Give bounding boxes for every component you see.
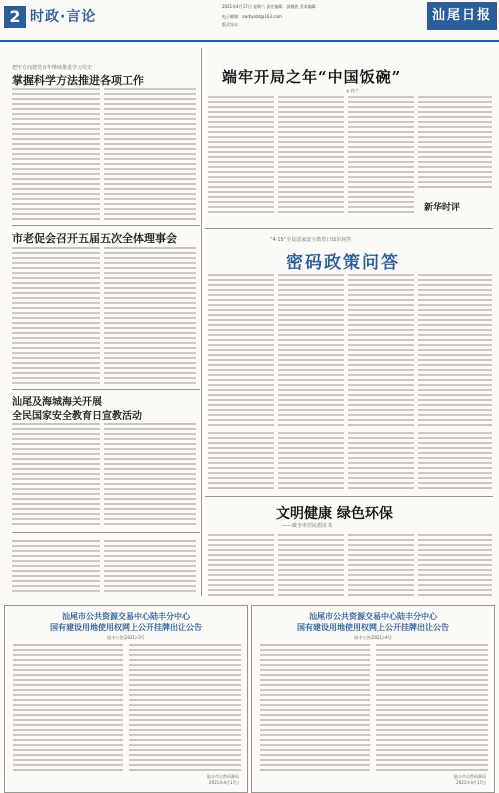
newspaper-logo: 汕尾日报 [427, 2, 497, 30]
section-title: 时政·言论 [30, 9, 97, 25]
article-1-body-col-2 [104, 88, 196, 222]
feature-body-col-4 [418, 96, 492, 188]
env-body-col-1 [208, 534, 274, 596]
feature-title: 端牢开局之年“中国饭碗” [222, 68, 402, 86]
qa-body-col-2 [278, 274, 344, 426]
feature-body-col-2 [278, 96, 344, 216]
article-kicker: 把牢方向建党百年继续推进学习党史 [12, 65, 93, 71]
ad-title-line-2: 国有建设用地使用权网上公开挂牌出让公告 [50, 623, 202, 632]
notice-body-1 [12, 540, 100, 595]
ad-body-col-1 [13, 644, 123, 772]
article-headline-1: 掌握科学方法推进各项工作 [12, 74, 144, 87]
feature-author: ◎ 孙兰 [346, 88, 359, 93]
qa-body-col-3 [348, 274, 414, 426]
ad-subtitle: 陆丰公告(2021)-3号 [107, 635, 145, 640]
divider [205, 496, 493, 497]
feature-tag: 新华时评 [424, 203, 461, 213]
ad-body-col-2 [376, 644, 488, 772]
article-headline-3b: 全民国家安全教育日宣教活动 [12, 411, 142, 422]
qa-body-col-5 [208, 432, 274, 492]
meta-line: 电子邮箱：swrbyxbt@163.com [222, 14, 282, 19]
env-body-col-3 [348, 534, 414, 596]
env-subtitle: ——致全市居民倡议书 [282, 523, 333, 529]
column-divider [201, 48, 202, 596]
feature-body-col-3 [348, 96, 414, 216]
meta-line-2: 版式设计： [222, 22, 242, 27]
feature-body-col-1 [208, 96, 274, 216]
ad-subtitle: 陆丰公告(2021)-4号 [354, 635, 392, 640]
divider [12, 532, 200, 533]
ad-body-col-2 [129, 644, 241, 772]
divider [205, 228, 493, 229]
qa-body-col-6 [278, 432, 344, 492]
qa-kicker: “4·15”全民国家安全教育日知识问答 [270, 237, 352, 243]
article-headline-3a: 汕尾及海城海关开展 [12, 397, 102, 408]
ad-organization: 陆丰市自然资源局 [454, 774, 486, 779]
page-header [0, 0, 499, 42]
qa-body-col-8 [418, 432, 492, 492]
article-3-body-col-2 [104, 423, 196, 528]
divider [12, 389, 200, 390]
article-headline-2: 市老促会召开五届五次全体理事会 [12, 232, 177, 245]
ad-title-line-1: 汕尾市公共资源交易中心陆丰分中心 [309, 612, 437, 621]
notice-body-2 [104, 540, 196, 595]
qa-body-col-4 [418, 274, 492, 426]
qa-body-col-1 [208, 274, 274, 426]
ad-date: 2021年4月17日 [456, 780, 486, 785]
article-2-body-col-2 [104, 247, 196, 387]
ad-date: 2021年4月17日 [209, 780, 239, 785]
ad-organization: 陆丰市自然资源局 [207, 774, 239, 779]
qa-body-col-7 [348, 432, 414, 492]
ad-title-line-2: 国有建设用地使用权网上公开挂牌出让公告 [297, 623, 449, 632]
article-3-body-col-1 [12, 423, 100, 528]
page-number: 2 [4, 6, 26, 28]
env-body-col-2 [278, 534, 344, 596]
date-line: 2021年4月17日 星期六 责任编辑：邱德波 美术编辑： [222, 4, 320, 9]
article-1-body-col-1 [12, 88, 100, 222]
env-title: 文明健康 绿色环保 [276, 506, 393, 522]
notice-ad-1 [4, 605, 248, 793]
qa-title: 密码政策问答 [286, 253, 400, 273]
divider [12, 225, 200, 226]
ad-title-line-1: 汕尾市公共资源交易中心陆丰分中心 [62, 612, 190, 621]
notice-ad-2 [251, 605, 495, 793]
env-body-col-4 [418, 534, 492, 596]
ad-body-col-1 [260, 644, 370, 772]
article-2-body-col-1 [12, 247, 100, 387]
